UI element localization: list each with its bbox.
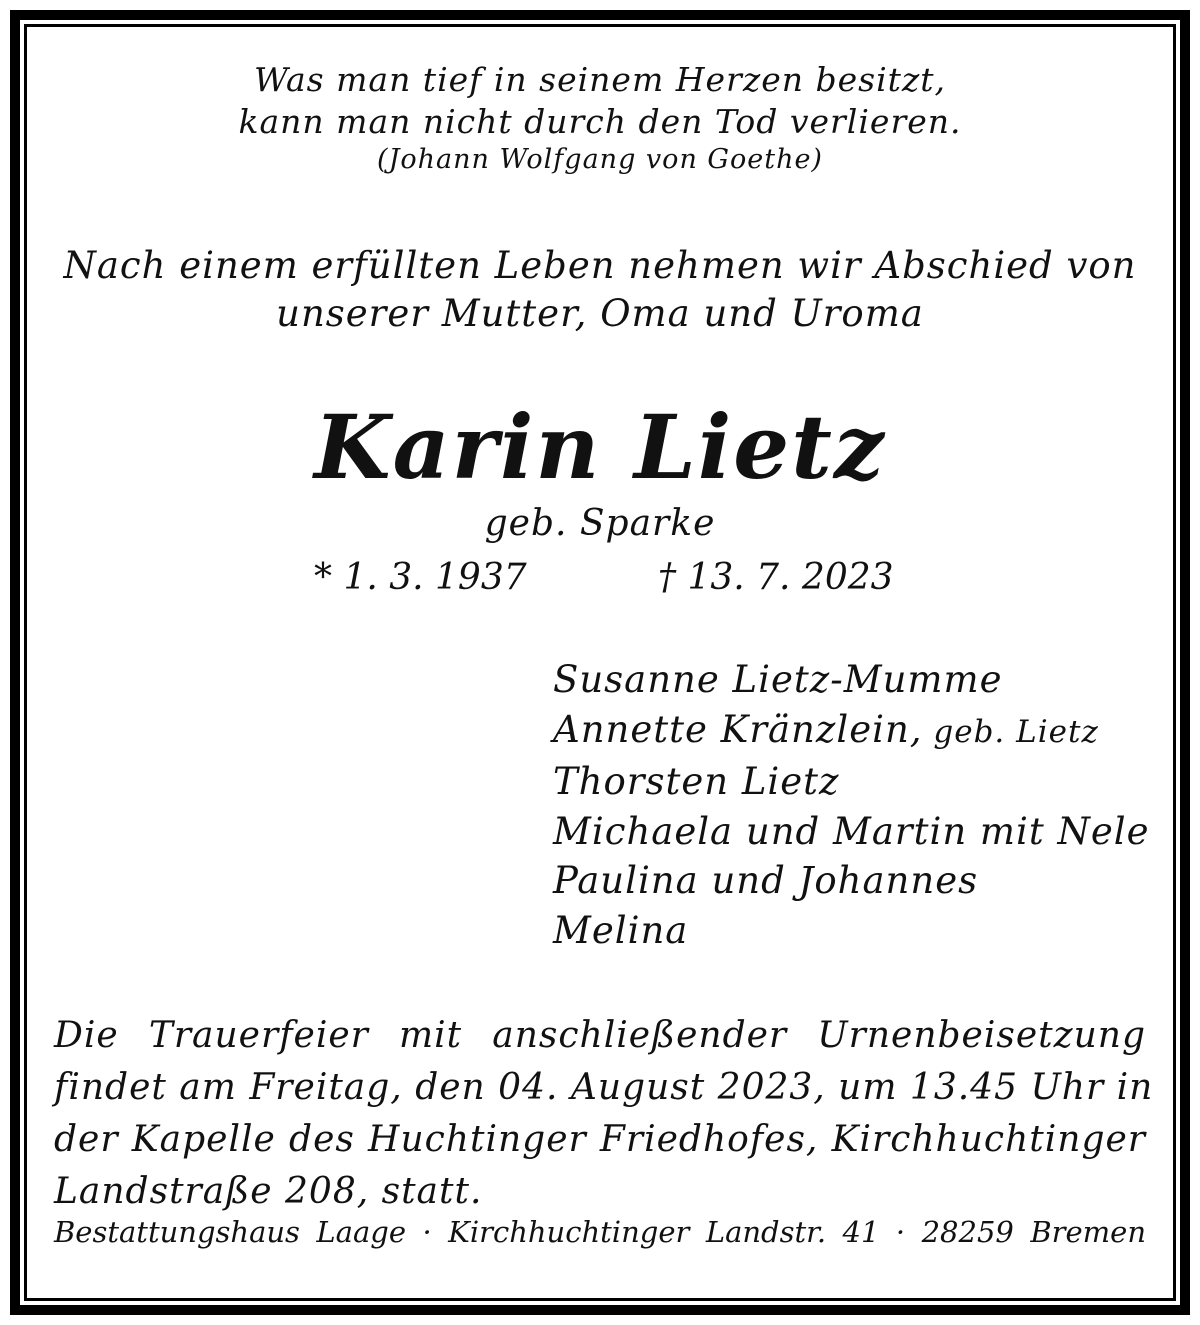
mourner-item [553,655,1149,705]
mourner-note: geb. Lietz [922,713,1099,750]
mourner-name: Michaela und Martin mit Nele [553,809,1150,853]
mourner-item [553,757,1149,807]
quote-line-1: Was man tief in seinem Herzen besitzt, [253,60,947,99]
mourner-name: Paulina und Johannes [553,859,979,902]
mourner-name: Susanne Lietz-Mumme [553,658,1003,701]
mourner-name: Thorsten Lietz [553,760,840,803]
birth-date: * 1. 3. 1937 [314,557,527,598]
ceremony-line-1: Die Trauerfeier mit anschließender Urnenbeisetzung [54,1015,1146,1056]
ceremony-line-4: Landstraße 208, statt. [54,1171,483,1212]
ceremony-line-2: findet am Freitag, den 04. August 2023, um 13.45 Uhr in [54,1067,1154,1108]
mourner-name: Annette Kränzlein, [553,707,923,751]
deceased-name: Karin Lietz [314,395,886,499]
intro-line-1: Nach einem erfüllten Leben nehmen wir Abschied von [63,244,1137,287]
mourner-item [553,856,1149,906]
intro-line-2: unserer Mutter, Oma und Uroma [276,292,924,335]
mourner-name: Melina [553,908,689,952]
mourner-item [553,906,1149,956]
mourner-item [553,807,1149,857]
mourners-list [553,655,1149,955]
death-date: † 13. 7. 2023 [658,557,894,598]
ceremony-line-3: der Kapelle des Huchtinger Friedhofes, Kirchhuchtinger [54,1119,1146,1160]
quote-line-2: kann man nicht durch den Tod verlieren. [238,102,962,141]
quote-author: (Johann Wolfgang von Goethe) [377,144,823,175]
funeral-home-footer: Bestattungshaus Laage · Kirchhuchtinger Landstr. 41 · 28259 Bremen [54,1215,1146,1249]
birth-name: geb. Sparke [484,503,716,544]
ceremony-text [54,1010,1154,1218]
mourner-item [553,705,1149,758]
